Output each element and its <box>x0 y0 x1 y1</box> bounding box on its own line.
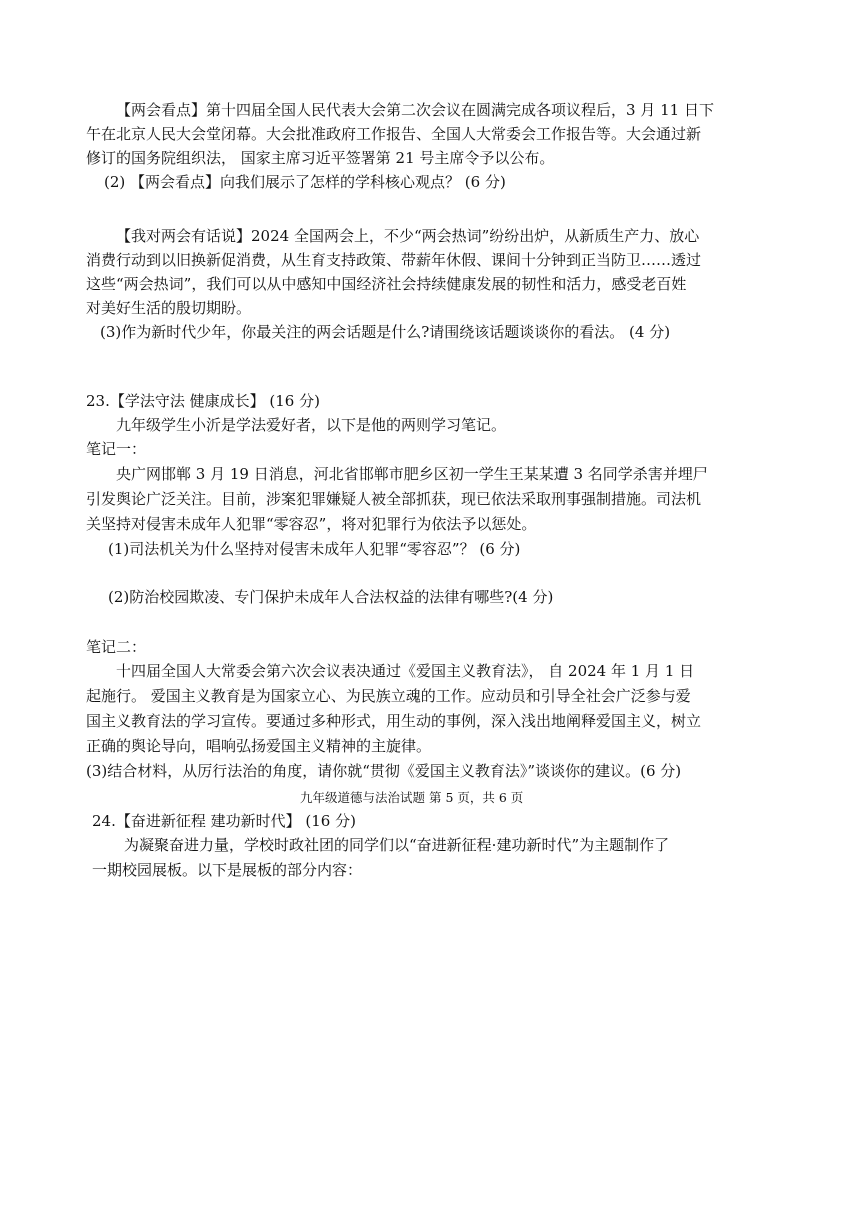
question-23-1: (1)司法机关为什么坚持对侵害未成年人犯罪“零容忍”？ (6 分) <box>108 540 521 558</box>
text-line: 为凝聚奋进力量，学校时政社团的同学们以“奋进新征程·建功新时代”为主题制作了 <box>124 836 670 854</box>
text-line: 对美好生活的殷切期盼。 <box>86 299 252 317</box>
text-line: 起施行。 爱国主义教育是为国家立心、为民族立魂的工作。应动员和引导全社会广泛参与爱 <box>86 687 691 705</box>
text-line: 九年级学生小沂是学法爱好者，以下是他的两则学习笔记。 <box>116 416 507 434</box>
note-1-label: 笔记一： <box>86 440 147 458</box>
question-2: (2) 【两会看点】向我们展示了怎样的学科核心观点？ (6 分) <box>104 173 506 191</box>
text-line: 【我对两会有话说】2024 全国两会上，不少“两会热词”纷纷出炉，从新质生产力、放心 <box>116 227 700 245</box>
page-footer: 九年级道德与法治试题 第 5 页，共 6 页 <box>300 790 524 805</box>
text-line: 消费行动到以旧换新促消费，从生育支持政策、带薪年休假、课间十分钟到正当防卫……透过 <box>86 251 702 269</box>
question-23-2: (2)防治校园欺凌、专门保护未成年人合法权益的法律有哪些?(4 分) <box>108 588 554 606</box>
text-line: 午在北京人民大会堂闭幕。大会批准政府工作报告、全国人大常委会工作报告等。大会通过新 <box>86 125 702 143</box>
question-3: (3)作为新时代少年，你最关注的两会话题是什么?请围绕该话题谈谈你的看法。 (4 分) <box>100 323 671 341</box>
section-heading-24: 24.【奋进新征程 建功新时代】 (16 分) <box>92 812 356 830</box>
text-line: 修订的国务院组织法， 国家主席习近平签署第 21 号主席令予以公布。 <box>86 149 555 167</box>
text-line: 这些“两会热词”，我们可以从中感知中国经济社会持续健康发展的韧性和活力，感受老百姓 <box>86 275 687 293</box>
text-line: 十四届全国人大常委会第六次会议表决通过《爱国主义教育法》， 自 2024 年 1 月 1 日 <box>116 662 695 680</box>
text-line: 引发舆论广泛关注。目前，涉案犯罪嫌疑人被全部抓获，现已依法采取刑事强制措施。司法机 <box>86 490 702 508</box>
text-line: 【两会看点】第十四届全国人民代表大会第二次会议在圆满完成各项议程后，3 月 11 日下 <box>116 101 714 119</box>
text-line: 国主义教育法的学习宣传。要通过多种形式，用生动的事例，深入浅出地阐释爱国主义，树立 <box>86 712 702 730</box>
text-line: 正确的舆论导向，唱响弘扬爱国主义精神的主旋律。 <box>86 737 432 755</box>
question-23-3: (3)结合材料，从厉行法治的角度，请你就“贯彻《爱国主义教育法》”谈谈你的建议。(6 分) <box>86 762 682 780</box>
text-line: 央广网邯郸 3 月 19 日消息，河北省邯郸市肥乡区初一学生王某某遭 3 名同学杀害并埋尸 <box>116 465 708 483</box>
text-line: 关坚持对侵害未成年人犯罪“零容忍”，将对犯罪行为依法予以惩处。 <box>86 515 537 533</box>
note-2-label: 笔记二： <box>86 638 147 656</box>
text-line: 一期校园展板。以下是展板的部分内容： <box>92 861 363 879</box>
section-heading-23: 23.【学法守法 健康成长】 (16 分) <box>86 392 320 410</box>
